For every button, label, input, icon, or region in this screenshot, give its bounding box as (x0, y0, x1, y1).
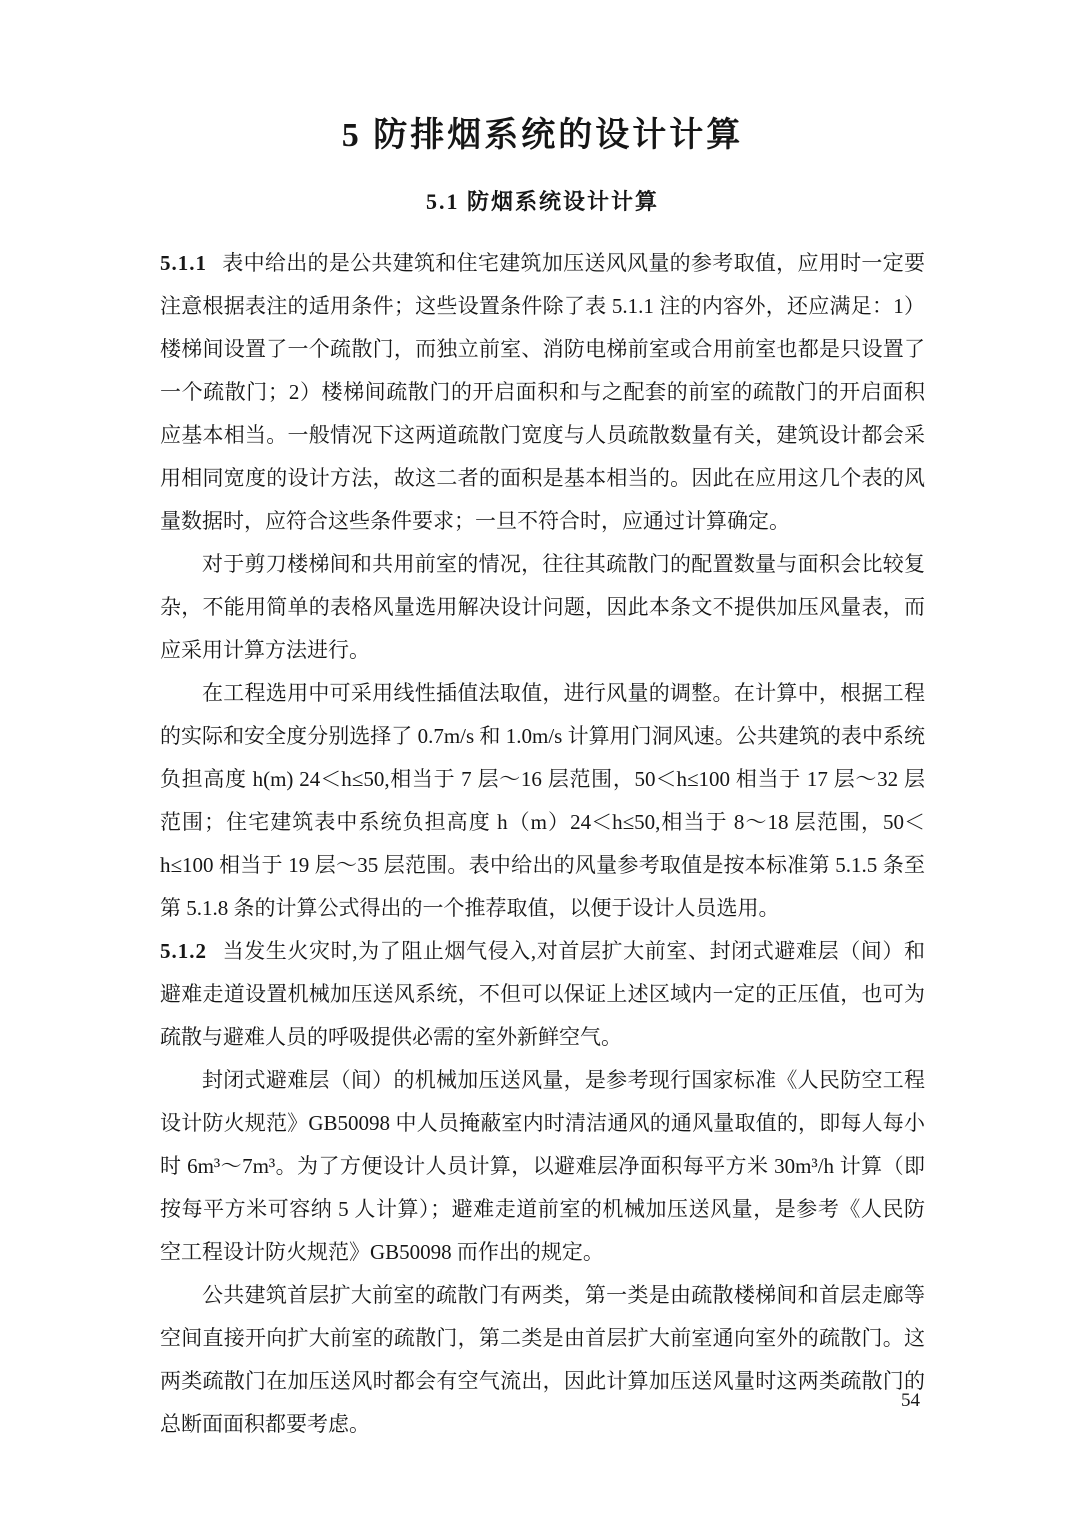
clause-number: 5.1.2 (160, 939, 207, 964)
chapter-title: 5 防排烟系统的设计计算 (341, 117, 744, 154)
paragraph (160, 1274, 925, 1446)
paragraph-text: 当发生火灾时,为了阻止烟气侵入,对首层扩大前室、封闭式避难层（间）和避难走道设置机械加压送风系统，不但可以保证上述区域内一定的正压值，也可为疏散与避难人员的呼吸提供必需的室外新鲜空气。 (160, 939, 925, 1050)
paragraph-text: 在工程选用中可采用线性插值法取值，进行风量的调整。在计算中，根据工程的实际和安全度分别选择了 0.7m/s 和 1.0m/s 计算用门洞风速。公共建筑的表中系统负担高度 h(m) 24＜h≤50,相当于 7 层～16 层范围，50＜h≤100 相当于 17 层～32 层范围；住宅建筑表中系统负担高度 h（m）24＜h≤50,相当于 8～18 层范围，50＜h≤100 相当于 19 层～35 层范围。表中给出的风量参考取值是按本标准第 5.1.5 条至第 5.1.8 条的计算公式得出的一个推荐取值，以便于设计人员选用。 (160, 681, 925, 921)
section-title: 5.1 防烟系统设计计算 (425, 189, 659, 215)
paragraph-text: 封闭式避难层（间）的机械加压送风量，是参考现行国家标准《人民防空工程设计防火规范》GB50098 中人员掩蔽室内时清洁通风的通风量取值的，即每人每小时 6m³～7m³。为了方便设计人员计算，以避难层净面积每平方米 30m³/h 计算（即按每平方米可容纳 5 人计算）；避难走道前室的机械加压送风量，是参考《人民防空工程设计防火规范》GB50098 而作出的规定。 (160, 1068, 925, 1265)
paragraph (160, 672, 925, 930)
paragraph (160, 1059, 925, 1274)
body-text (160, 242, 925, 1446)
clause-number: 5.1.1 (160, 251, 207, 276)
paragraph-5-1-1 (160, 242, 925, 543)
paragraph-text: 公共建筑首层扩大前室的疏散门有两类，第一类是由疏散楼梯间和首层走廊等空间直接开向扩大前室的疏散门，第二类是由首层扩大前室通向室外的疏散门。这两类疏散门在加压送风时都会有空气流出，因此计算加压送风量时这两类疏散门的总断面面积都要考虑。 (160, 1283, 925, 1437)
page-number: 54 (901, 1390, 920, 1411)
paragraph-text: 表中给出的是公共建筑和住宅建筑加压送风风量的参考取值，应用时一定要注意根据表注的适用条件；这些设置条件除了表 5.1.1 注的内容外，还应满足：1）楼梯间设置了一个疏散门，而独立前室、消防电梯前室或合用前室也都是只设置了一个疏散门；2）楼梯间疏散门的开启面积和与之配套的前室的疏散门的开启面积应基本相当。一般情况下这两道疏散门宽度与人员疏散数量有关，建筑设计都会采用相同宽度的设计方法，故这二者的面积是基本相当的。因此在应用这几个表的风量数据时，应符合这些条件要求；一旦不符合时，应通过计算确定。 (160, 251, 925, 534)
paragraph (160, 543, 925, 672)
paragraph-text: 对于剪刀楼梯间和共用前室的情况，往往其疏散门的配置数量与面积会比较复杂，不能用简单的表格风量选用解决设计问题，因此本条文不提供加压风量表，而应采用计算方法进行。 (160, 552, 925, 663)
paragraph-5-1-2 (160, 930, 925, 1059)
